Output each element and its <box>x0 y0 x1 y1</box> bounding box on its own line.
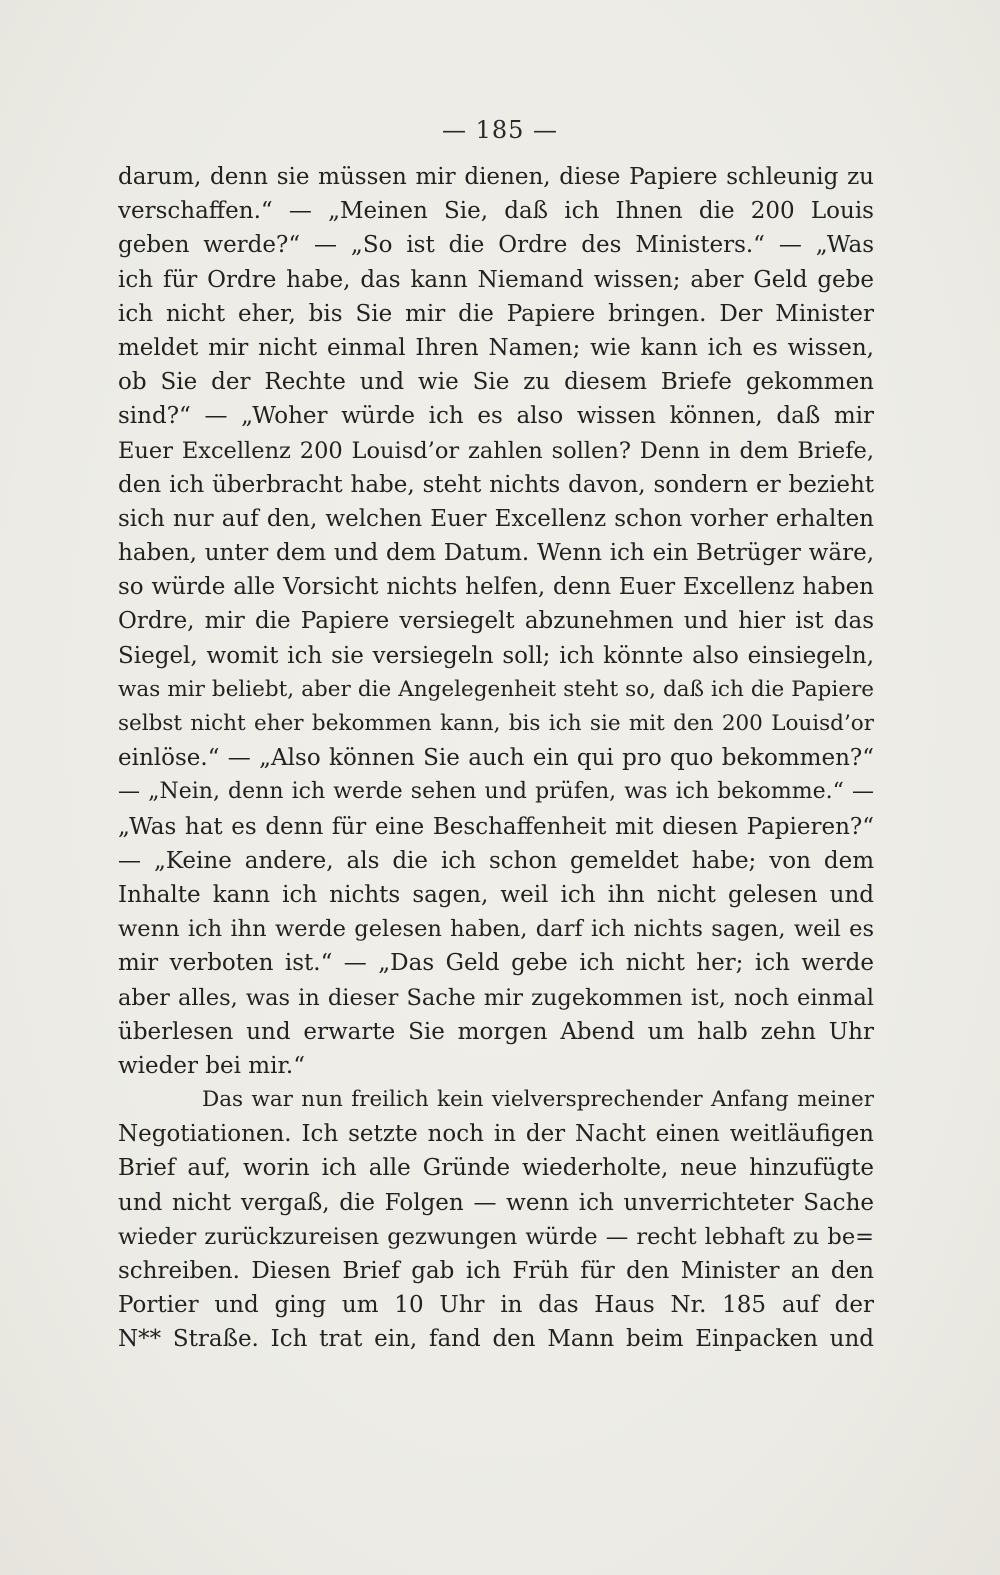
text-line: verschaffen.“ — „Meinen Sie, daß ich Ihnen die 200 Louis <box>118 198 874 225</box>
page-number: — 185 — <box>441 116 559 144</box>
text-line: einlöse.“ — „Also können Sie auch ein qui pro quo bekommen?“ <box>118 745 874 772</box>
text-line: aber alles, was in dieser Sache mir zugekommen ist, noch einmal <box>118 984 874 1011</box>
text-line: ich für Ordre habe, das kann Niemand wissen; aber Geld gebe <box>118 266 874 293</box>
text-line: geben werde?“ — „So ist die Ordre des Ministers.“ — „Was <box>118 232 874 259</box>
text-line: sind?“ — „Woher würde ich es also wissen können, daß mir <box>118 403 874 430</box>
text-line: sich nur auf den, welchen Euer Excellenz schon vorher erhalten <box>118 505 874 532</box>
text-line: wenn ich ihn werde gelesen haben, darf ich nichts sagen, weil es <box>118 916 874 943</box>
text-line: überlesen und erwarte Sie morgen Abend um halb zehn Uhr <box>118 1018 874 1045</box>
text-line: ob Sie der Rechte und wie Sie zu diesem Briefe gekommen <box>118 369 874 396</box>
text-line: so würde alle Vorsicht nichts helfen, denn Euer Excellenz haben <box>118 574 874 601</box>
text-line: haben, unter dem und dem Datum. Wenn ich ein Betrüger wäre, <box>118 540 874 567</box>
text-line: N** Straße. Ich trat ein, fand den Mann beim Einpacken und <box>118 1326 874 1353</box>
text-line: — „Keine andere, als die ich schon gemeldet habe; von dem <box>118 847 874 874</box>
text-line: schreiben. Diesen Brief gab ich Früh für den Minister an den <box>118 1258 874 1284</box>
text-line: Portier und ging um 10 Uhr in das Haus Nr. 185 auf der <box>118 1292 874 1319</box>
text-line: wieder zurückzureisen gezwungen würde — recht lebhaft zu be= <box>118 1223 874 1250</box>
text-line: darum, denn sie müssen mir dienen, diese Papiere schleunig zu <box>118 164 874 190</box>
text-line: selbst nicht eher bekommen kann, bis ich sie mit den 200 Louisd’or <box>118 711 874 736</box>
body-text <box>118 160 874 1357</box>
text-line: Siegel, womit ich sie versiegeln soll; ich könnte also einsiegeln, <box>118 642 874 669</box>
text-line: wieder bei mir.“ <box>118 1052 305 1079</box>
text-line: was mir beliebt, aber die Angelegenheit steht so, daß ich die Papiere <box>118 676 874 702</box>
text-line: „Was hat es denn für eine Beschaffenheit mit diesen Papieren?“ <box>118 813 874 840</box>
text-line: Negotiationen. Ich setzte noch in der Nacht einen weitläufigen <box>118 1121 874 1148</box>
text-line: Ordre, mir die Papiere versiegelt abzunehmen und hier ist das <box>118 608 874 635</box>
text-line: meldet mir nicht einmal Ihren Namen; wie kann ich es wissen, <box>118 334 874 361</box>
paragraph-start-line: Das war nun freilich kein vielversprechender Anfang meiner <box>202 1087 874 1113</box>
text-line: den ich überbracht habe, steht nichts davon, sondern er bezieht <box>118 471 874 498</box>
text-line: Euer Excellenz 200 Louisd’or zahlen sollen? Denn in dem Briefe, <box>118 437 874 464</box>
text-line: Inhalte kann ich nichts sagen, weil ich ihn nicht gelesen und <box>118 881 874 908</box>
text-line: und nicht vergaß, die Folgen — wenn ich unverrichteter Sache <box>118 1189 874 1216</box>
text-line: Brief auf, worin ich alle Gründe wiederholte, neue hinzufügte <box>118 1155 874 1182</box>
text-line: ich nicht eher, bis Sie mir die Papiere bringen. Der Minister <box>118 300 874 327</box>
text-line: — „Nein, denn ich werde sehen und prüfen, was ich bekomme.“ — <box>118 779 874 805</box>
text-line: mir verboten ist.“ — „Das Geld gebe ich nicht her; ich werde <box>118 950 874 977</box>
